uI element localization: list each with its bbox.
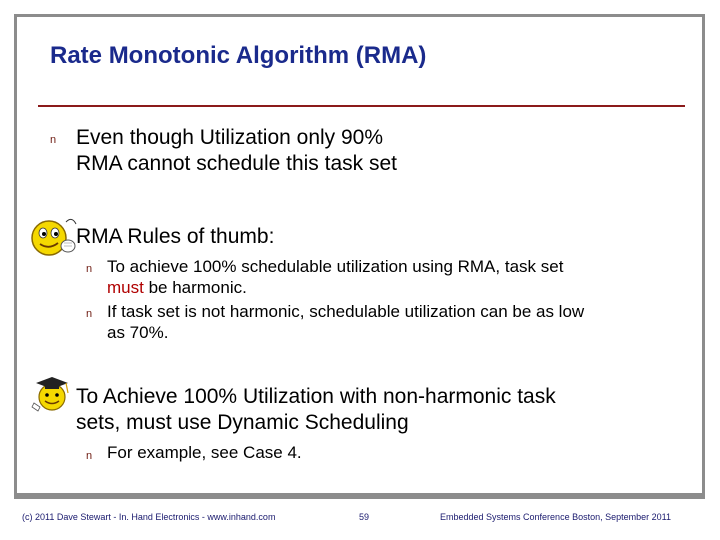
slide-title: Rate Monotonic Algorithm (RMA) [50, 42, 427, 69]
bullet-marker: n [86, 450, 93, 462]
bullet-3-sub-1: For example, see Case 4. [107, 443, 302, 462]
footer-conference: Embedded Systems Conference Boston, September 2011 [440, 512, 671, 522]
bullet-2-sub-2-line-2: as 70%. [107, 323, 169, 342]
bullet-2-sub-1-line-2-rest: be harmonic. [143, 278, 247, 297]
bullet-2-sub-2-line-1: If task set is not harmonic, schedulable utilization can be as low [107, 302, 585, 321]
bullet-3-line-1: To Achieve 100% Utilization with non-harmonic task [76, 385, 556, 408]
bullet-2-sub-1-line-2 [107, 277, 247, 298]
smiley-thinking-icon [28, 214, 80, 260]
bullet-2-sub-1-line-1: To achieve 100% schedulable utilization using RMA, task set [107, 257, 564, 276]
bullet-1-line-1: Even though Utilization only 90% [76, 126, 384, 149]
footer-copyright: (c) 2011 Dave Stewart - In. Hand Electronics - www.inhand.com [22, 512, 276, 522]
footer-divider [14, 496, 705, 499]
bullet-marker: n [86, 308, 93, 320]
bullet-3-line-2: sets, must use Dynamic Scheduling [76, 411, 409, 434]
graduate-smiley-icon [30, 373, 76, 413]
bullet-1-line-2: RMA cannot schedule this task set [76, 152, 397, 175]
bullet-2-label: RMA Rules of thumb: [76, 225, 275, 248]
title-underline [38, 105, 685, 107]
bullet-marker: n [50, 134, 57, 146]
footer-page-number: 59 [359, 512, 370, 522]
emphasis-text: must [107, 278, 144, 297]
bullet-marker: n [86, 263, 93, 275]
